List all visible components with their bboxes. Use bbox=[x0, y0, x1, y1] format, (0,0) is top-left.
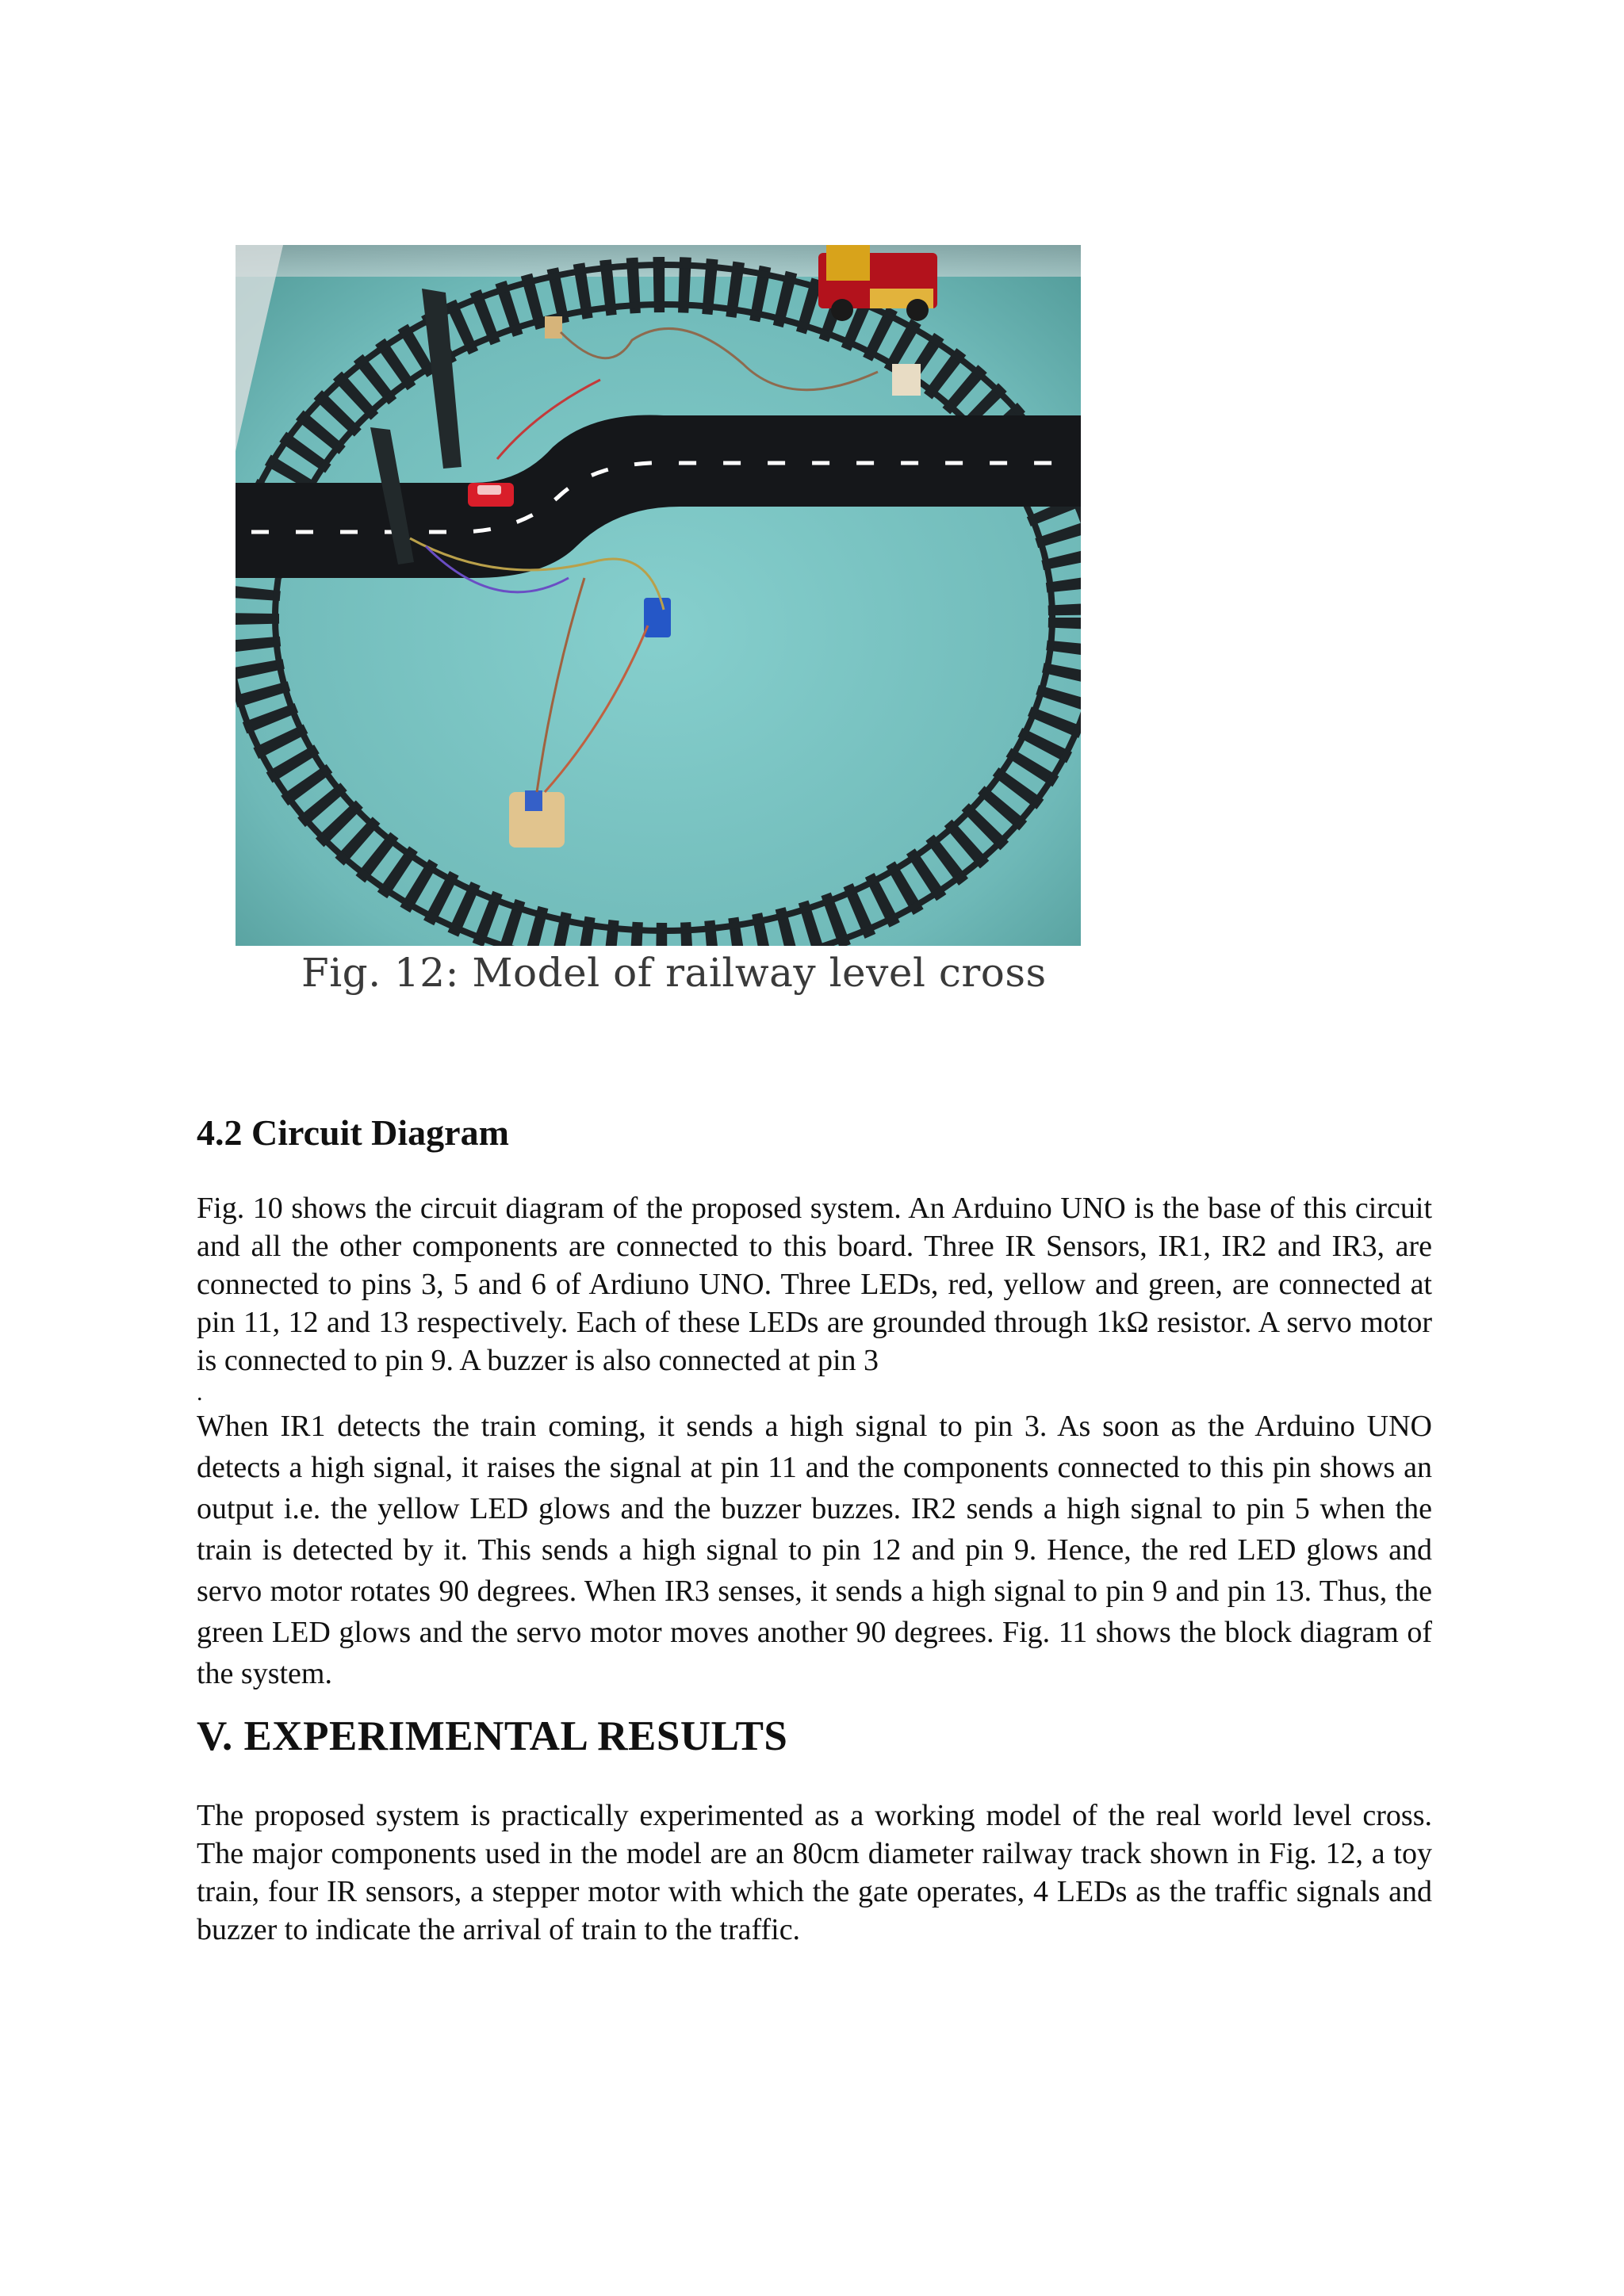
figure-caption: Fig. 12: Model of railway level cross bbox=[301, 950, 1047, 996]
paragraph-trailing-period: . bbox=[197, 1380, 203, 1406]
paragraph-operation-description: When IR1 detects the train coming, it sends a high signal to pin 3. As soon as the Arduino UNO detects a high signal, it raises the signal at pin 11 and the components connected to this pin shows an output i.e. the yellow LED glows and the buzzer buzzes. IR2 sends a high signal to pin 5 when the train is detected by it. This sends a high signal to pin 12 and pin 9. Hence, the red LED glows and servo motor rotates 90 degrees. When IR3 senses, it sends a high signal to pin 9 and pin 13. Thus, the green LED glows and the servo motor moves another 90 degrees. Fig. 11 shows the block diagram of the system. bbox=[197, 1410, 1432, 1690]
paragraph-experimental-results: The proposed system is practically experimented as a working model of the real world level cross. The major components used in the model are an 80cm diameter railway track shown in Fig. 12, a toy train, four IR sensors, a stepper motor with which the gate operates, 4 LEDs as the traffic signals and buzzer to indicate the arrival of train to the traffic. bbox=[197, 1799, 1432, 1946]
section-heading-circuit-diagram: 4.2 Circuit Diagram bbox=[197, 1112, 509, 1153]
section-heading-experimental-results: V. EXPERIMENTAL RESULTS bbox=[197, 1713, 788, 1759]
figure-railway-model-photo bbox=[236, 245, 1081, 946]
paragraph-circuit-description: Fig. 10 shows the circuit diagram of the proposed system. An Arduino UNO is the base of this circuit and all the other components are connected to this board. Three IR Sensors, IR1, IR2 and IR3, are connected to pins 3, 5 and 6 of Ardiuno UNO. Three LEDs, red, yellow and green, are connected at pin 11, 12 and 13 respectively. Each of these LEDs are grounded through 1kΩ resistor. A servo motor is connected to pin 9. A buzzer is also connected at pin 3 bbox=[197, 1192, 1432, 1377]
